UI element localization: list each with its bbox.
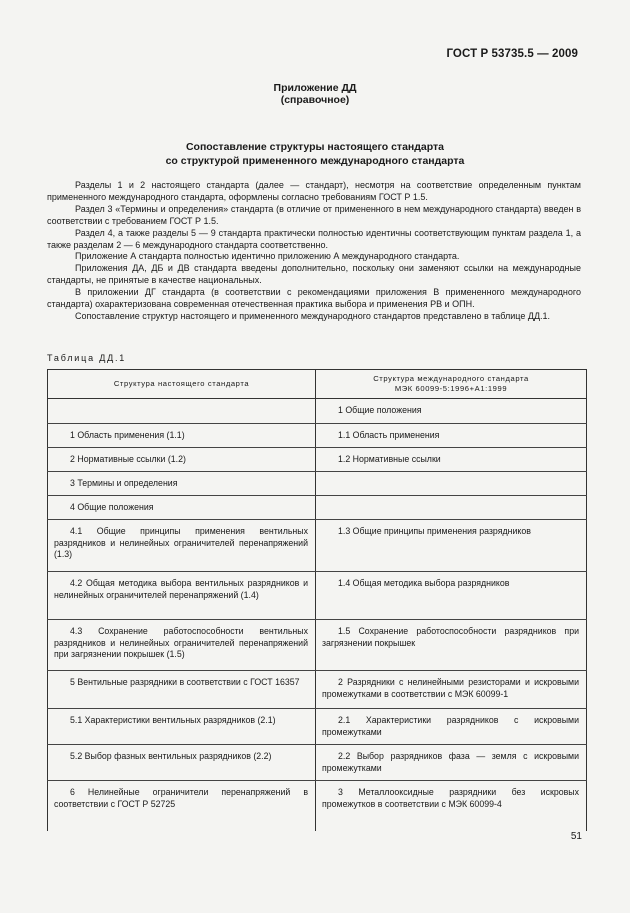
table-cell: 2 Нормативные ссылки (1.2) bbox=[48, 448, 316, 472]
paragraph: Разделы 1 и 2 настоящего стандарта (далее — стандарт), несмотря на соответствие определенным пунктам примененного международного стандарта, оформлены согласно требованиям ГОСТ Р 1.5. bbox=[47, 180, 581, 202]
table-cell: 4.2 Общая методика выбора вентильных разрядников и нелинейных ограничителей перенапряжений (1.4) bbox=[48, 572, 316, 620]
table-cell bbox=[316, 472, 587, 496]
table-cell: 2.2 Выбор разрядников фаза — земля с искровыми промежутками bbox=[316, 745, 587, 781]
paragraph: Приложение А стандарта полностью идентично приложению А международного стандарта. bbox=[75, 251, 460, 262]
table-row bbox=[48, 620, 587, 671]
section-title-line2: со структурой примененного международного стандарта bbox=[165, 155, 465, 167]
table-row bbox=[48, 424, 587, 448]
table-row bbox=[48, 520, 587, 572]
table-row bbox=[48, 745, 587, 781]
table-cell: 1.2 Нормативные ссылки bbox=[316, 448, 587, 472]
page-number: 51 bbox=[570, 831, 582, 842]
table-row bbox=[48, 448, 587, 472]
table-cell: 3 Металлооксидные разрядники без искровых промежутков в соответствии с МЭК 60099-4 bbox=[316, 781, 587, 831]
paragraph: Раздел 4, а также разделы 5 — 9 стандарта практически полностью идентичны соответствующим пунктам раздела 1, а также разделам 2 — 6 международного стандарта соответственно. bbox=[47, 227, 581, 250]
header-right bbox=[316, 370, 587, 399]
table-cell: 1.3 Общие принципы применения разрядников bbox=[316, 520, 587, 572]
paragraph: Сопоставление структур настоящего и примененного международного стандартов представлено в таблице ДД.1. bbox=[75, 310, 551, 321]
table-cell: 2.1 Характеристики разрядников с искровыми промежутками bbox=[316, 709, 587, 745]
table-cell: 5.2 Выбор фазных вентильных разрядников (2.2) bbox=[48, 745, 316, 781]
table-row bbox=[48, 671, 587, 709]
table-row bbox=[48, 399, 587, 424]
header-right-line1: Структура международного стандарта bbox=[373, 374, 529, 383]
table-row bbox=[48, 472, 587, 496]
appendix-title: Приложение ДД bbox=[273, 82, 357, 94]
table-row bbox=[48, 572, 587, 620]
table-cell: 4 Общие положения bbox=[48, 496, 316, 520]
header-right-line2: МЭК 60099-5:1996+А1:1999 bbox=[394, 384, 508, 393]
section-title-line1: Сопоставление структуры настоящего стандарта bbox=[185, 141, 445, 153]
table-row bbox=[48, 496, 587, 520]
table-cell: 2 Разрядники с нелинейными резисторами и искровыми промежутками в соответствии с МЭК 60099-1 bbox=[316, 671, 587, 709]
table-cell: 5.1 Характеристики вентильных разрядников (2.1) bbox=[48, 709, 316, 745]
table-cell: 1 Общие положения bbox=[316, 399, 587, 424]
table-header-row bbox=[48, 370, 587, 399]
comparison-table bbox=[47, 369, 587, 831]
table-cell: 1.5 Сохранение работоспособности разрядников при загрязнении покрышек bbox=[316, 620, 587, 671]
table-cell: 6 Нелинейные ограничители перенапряжений в соответствии с ГОСТ Р 52725 bbox=[48, 781, 316, 831]
table-cell: 5 Вентильные разрядники в соответствии с ГОСТ 16357 bbox=[48, 671, 316, 709]
paragraph: Раздел 3 «Термины и определения» стандарта (в отличие от примененного в нем международного стандарта) введен в соответствии с требованием ГОСТ Р 1.5. bbox=[47, 203, 581, 226]
table-cell: 1.4 Общая методика выбора разрядников bbox=[316, 572, 587, 620]
table-cell bbox=[316, 496, 587, 520]
table-row bbox=[48, 781, 587, 831]
header-left: Структура настоящего стандарта bbox=[48, 370, 316, 399]
table-cell: 1 Область применения (1.1) bbox=[48, 424, 316, 448]
section-title bbox=[0, 140, 630, 168]
table-cell bbox=[48, 399, 316, 424]
table-cell: 3 Термины и определения bbox=[48, 472, 316, 496]
table-cell: 1.1 Область применения bbox=[316, 424, 587, 448]
appendix-subtitle: (справочное) bbox=[280, 94, 350, 106]
appendix-heading bbox=[0, 82, 630, 106]
paragraph: Приложения ДА, ДБ и ДВ стандарта введены дополнительно, поскольку они заменяют ссылки на международные стандарты, не принятые в качестве национальных. bbox=[47, 263, 581, 286]
table-caption: Таблица ДД.1 bbox=[47, 353, 127, 363]
table-cell: 4.1 Общие принципы применения вентильных разрядников и нелинейных ограничителей перенапряжений (1.3) bbox=[48, 520, 316, 572]
table-cell: 4.3 Сохранение работоспособности вентильных разрядников и нелинейных ограничителей перенапряжений при загрязнении покрышек (1.5) bbox=[48, 620, 316, 671]
body-text bbox=[47, 180, 581, 323]
table-row bbox=[48, 709, 587, 745]
paragraph: В приложении ДГ стандарта (в соответствии с рекомендациями приложения В примененного международного стандарта) охарактеризована современная отечественная практика выбора и применения РВ и ОПН. bbox=[47, 287, 581, 310]
standard-code: ГОСТ Р 53735.5 — 2009 bbox=[446, 48, 578, 60]
